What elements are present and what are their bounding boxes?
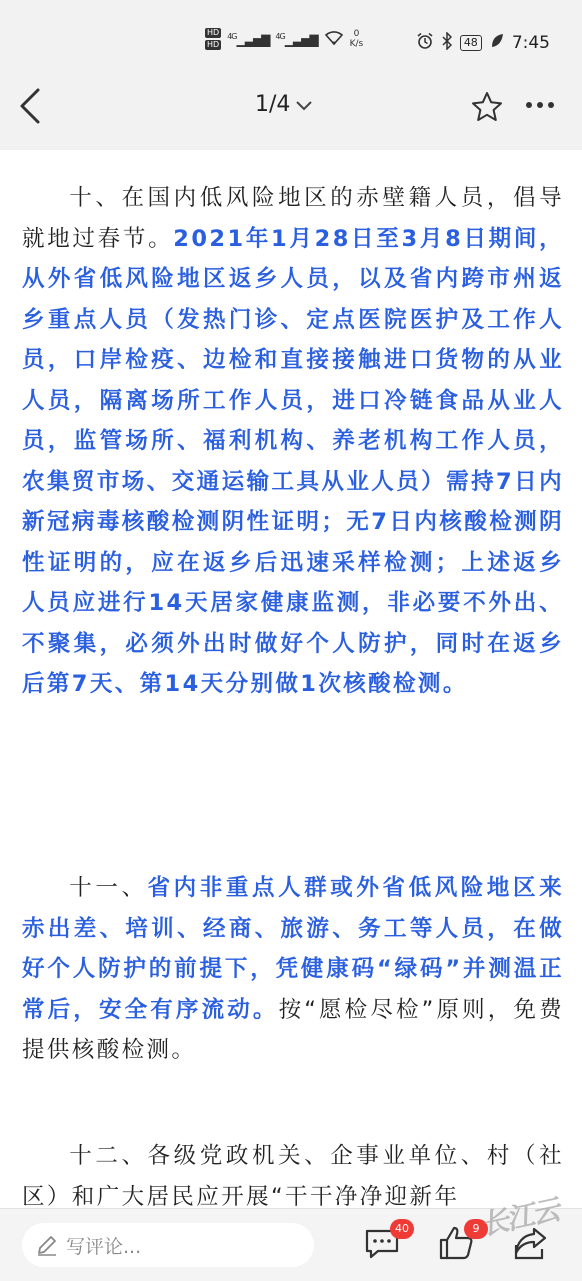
signal-1: $^{4G}$▁▃▅▇ [227,31,270,47]
nav-bar [0,66,582,150]
paragraph-text: 十二、各级党政机关、企事业单位、村（社区）和广大居民应开展“干干净净迎新年 [22,1143,564,1208]
dot-icon [526,102,532,108]
like-count-badge: 9 [464,1219,488,1239]
page-indicator: 1/4 [255,92,291,117]
status-right [416,32,550,54]
signal-2: $^{4G}$▁▃▅▇ [275,31,318,47]
clock: 7:45 [511,33,550,53]
paragraph-text: 十、在国内低风险地区的赤壁籍人员，倡导就地过春节。 [22,185,564,252]
article-paragraph-11 [22,868,564,1071]
star-icon [470,90,504,124]
comment-input[interactable] [22,1223,314,1267]
highlighted-text: 省内非重点人群或外省低风险地区来赤出差、培训、经商、旅游、务工等人员，在做好个人防护的前提下，凭健康码“绿码”并测温正常后，安全有序流动。 [22,875,564,1023]
status-bar [0,0,582,66]
chevron-left-icon [14,84,54,128]
battery-indicator: 48 [460,35,482,51]
comments-button[interactable] [362,1222,409,1267]
dot-icon [548,102,554,108]
paragraph-text: 十一、 [69,875,148,901]
pencil-icon [36,1234,58,1256]
network-indicators [205,28,363,50]
watermark-logo: 长江云 [477,1193,561,1242]
like-button[interactable] [436,1223,480,1267]
bluetooth-icon [442,32,452,54]
network-speed: 0 K/s [349,29,364,49]
comment-count-badge: 40 [390,1219,414,1239]
hd-badge-1: HD [207,28,220,37]
chevron-down-icon [296,101,312,111]
article-paragraph-12 [22,1136,564,1208]
page-selector[interactable] [255,92,312,117]
hd-badge-2: HD [207,40,220,49]
dot-icon [537,102,543,108]
highlighted-text: 2021年1月28日至3月8日期间，从外省低风险地区返乡人员，以及省内跨市州返乡重点人员（发热门诊、定点医院医护及工作人员，口岸检疫、边检和直接接触进口货物的从业人员，隔离场所工作人员，进口冷链食品从业人员，监管场所、福利机构、养老机构工作人员，农集贸市场、交通运输工具从业人员）需持7日内新冠病毒核酸检测阴性证明；无7日内核酸检测阴性证明的，应在返乡后迅速采样检测；上述返乡人员应进行14天居家健康监测，非必要不外出、不聚集，必须外出时做好个人防护，同时在返乡后第7天、第14天分别做1次核酸检测。 [22,225,564,697]
article-content [0,150,582,1208]
back-button[interactable] [14,84,54,128]
wifi-icon [324,30,344,49]
paragraph-text: 按“愿检尽检”原则，免费提供核酸检测。 [22,996,564,1063]
alarm-icon [416,32,434,54]
article-paragraph-10 [22,178,564,705]
favorite-button[interactable] [470,90,504,128]
leaf-icon [490,33,504,53]
comment-placeholder: 写评论... [66,1235,142,1258]
more-options-button[interactable] [526,102,554,108]
